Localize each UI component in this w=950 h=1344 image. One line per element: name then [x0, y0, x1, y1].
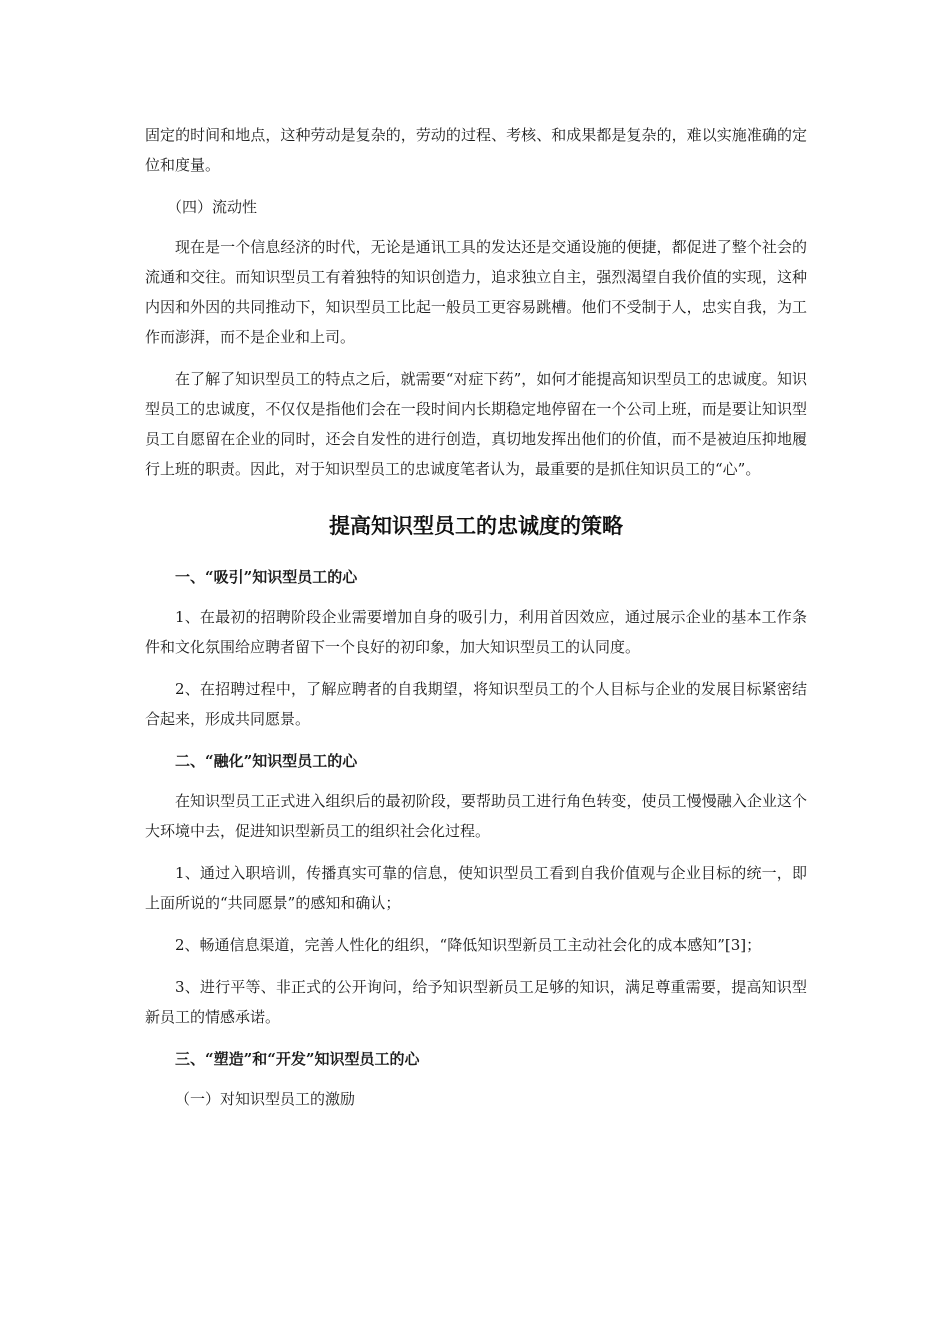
paragraph-integrate-intro: 在知识型员工正式进入组织后的最初阶段，要帮助员工进行角色转变，使员工慢慢融入企业这个大环境中去，促进知识型新员工的组织社会化过程。 — [145, 792, 807, 840]
paragraph-continued: 固定的时间和地点，这种劳动是复杂的，劳动的过程、考核、和成果都是复杂的，难以实施准确的定位和度量。 — [145, 126, 807, 174]
heading-attract: 一、“吸引”知识型员工的心 — [175, 568, 358, 586]
paragraph-integrate-3: 3、进行平等、非正式的公开询问，给予知识型新员工足够的知识，满足尊重需要，提高知识型新员工的情感承诺。 — [145, 978, 807, 1026]
heading-shape-develop: 三、“塑造”和“开发”知识型员工的心 — [175, 1050, 420, 1068]
subheading-incentives: （一）对知识型员工的激励 — [175, 1090, 356, 1108]
section-title: 提高知识型员工的忠诚度的策略 — [329, 514, 623, 538]
paragraph-mobility: 现在是一个信息经济的时代，无论是通讯工具的发达还是交通设施的便捷，都促进了整个社会的流通和交往。而知识型员工有着独特的知识创造力，追求独立自主，强烈渴望自我价值的实现，这种内因和外因的共同推动下，知识型员工比起一般员工更容易跳槽。他们不受制于人，忠实自我，为工作而澎湃，而不是企业和上司。 — [145, 238, 807, 346]
paragraph-integrate-1: 1、通过入职培训，传播真实可靠的信息，使知识型员工看到自我价值观与企业目标的统一，即上面所说的“共同愿景”的感知和确认； — [145, 864, 807, 912]
paragraph-attract-2: 2、在招聘过程中，了解应聘者的自我期望，将知识型员工的个人目标与企业的发展目标紧密结合起来，形成共同愿景。 — [145, 680, 807, 728]
paragraph-attract-1: 1、在最初的招聘阶段企业需要增加自身的吸引力，利用首因效应，通过展示企业的基本工作条件和文化氛围给应聘者留下一个良好的初印象，加大知识型员工的认同度。 — [145, 608, 807, 656]
document-page — [145, 120, 807, 1124]
paragraph-loyalty-intro: 在了解了知识型员工的特点之后，就需要“对症下药”，如何才能提高知识型员工的忠诚度。知识型员工的忠诚度，不仅仅是指他们会在一段时间内长期稳定地停留在一个公司上班，而是要让知识型员工自愿留在企业的同时，还会自发性的进行创造，真切地发挥出他们的价值，而不是被迫压抑地履行上班的职责。因此，对于知识型员工的忠诚度笔者认为，最重要的是抓住知识员工的“心”。 — [145, 370, 807, 478]
subheading-mobility: （四）流动性 — [167, 198, 258, 216]
heading-integrate: 二、“融化”知识型员工的心 — [175, 752, 358, 770]
paragraph-integrate-2: 2、畅通信息渠道，完善人性化的组织，“降低知识型新员工主动社会化的成本感知”[3]； — [175, 936, 762, 954]
